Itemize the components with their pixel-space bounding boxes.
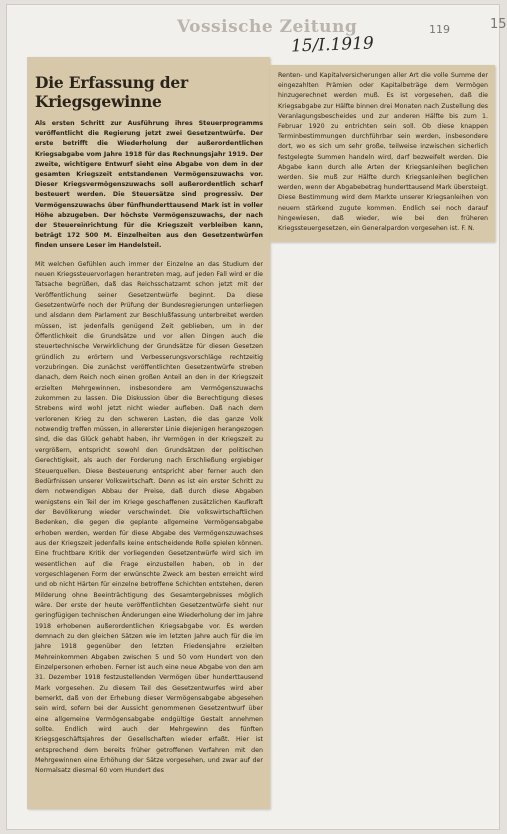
continuation-text: Renten- und Kapitalversicherungen aller Art die volle Summe der eingezahlten Prämien oder Kapitalbeträge dem Vermögen hinzugerechnet werden muß. Es ist vorgesehen, daß die Kriegsabgabe zur Hälfte binnen drei Monaten nach Zustellung des Veranlagungsbescheides und zur anderen Hälfte bis zum 1. Februar 1920 zu entrichten sein soll. Ob diese knappen Terminbestimmungen durchführbar sein werden, insbesondere dort, wo es sich um sehr große, teilweise inzwischen sicherlich festgelegte Summen handeln wird, darf bezweifelt werden. Die Abgabe kann durch alle Arten der Kriegsanleihen beglichen werden. Sie muß zur Hälfte durch Kriegsanleihen beglichen werden, wenn der Abgabebetrag hunderttausend Mark übersteigt. Diese Bestimmung wird dem Markte unserer Kriegsanleihen von neuem stärkend zugute kommen. Endlich sei noch darauf hingewiesen, daß wieder, wie bei den früheren Kriegssteuergesetzen, ein Generalpardon vorgesehen ist. [278, 72, 488, 233]
pencil-number: 119 [429, 23, 450, 36]
handwritten-date: 15/I.1919 [290, 33, 375, 57]
article-headline: Die Erfassung der Kriegsgewinne [35, 73, 188, 111]
newspaper-clipping-continuation [270, 65, 495, 242]
author-signature: F. N. [461, 225, 475, 233]
article-body: Mit welchen Gefühlen auch immer der Einzelne an das Studium der neuen Kriegssteuervorlagen herantreten mag, auf jeden Fall wird er die Tatsache begrüßen, daß das Reichsschatzamt schon jetzt mit der Veröffentlichung seiner Gesetzentwürfe beginnt. Da diese Gesetzentwürfe noch der Prüfung der Bundesregierungen unterliegen und alsdann dem Parlament zur Beschlußfassung unterbreitet werden müssen, ist jedenfalls genügend Zeit geblieben, um in der Öffentlichkeit die Grundsätze und vor allen Dingen auch die steuertechnische Verwirklichung der Grundsätze für diesen Gesetzen gründlich zu erörtern und Verbesserungsvorschläge rechtzeitig vorzubringen. Die zunächst veröffentlichten Gesetzentwürfe streben danach, dem Reich noch einen großen Anteil an den in der Kriegszeit erzielten Mehrgewinnen, insbesondere am Vermögenszuwachs zukommen zu lassen. Die Diskussion über die Berechtigung dieses Strebens wird wohl jetzt nicht wieder aufleben. Daß nach dem verlorenen Krieg zu den schweren Lasten, die das ganze Volk notwendig treffen müssen, in allererster Linie diejenigen herangezogen sind, die das Glück gehabt haben, ihr Vermögen in der Kriegszeit zu vergrößern, entspricht sowohl den Grundsätzen der politischen Gerechtigkeit, als auch der Forderung nach Erschließung ergiebiger Steuerquellen. Diese Besteuerung entspricht aber ferner auch den Bedürfnissen unserer Volkswirtschaft. Denn es ist ein erster Schritt zu dem notwendigen Abbau der Preise, daß durch diese Abgaben wenigstens ein Teil der im Kriege geschaffenen zusätzlichen Kaufkraft der Bevölkerung wieder verschwindet. Die volkswirtschaftlichen Bedenken, die gegen die geplante allgemeine Vermögensabgabe erhoben werden, werden für diese Abgabe des Vermögenszuwachses aus der Kriegszeit jedenfalls keine entscheidende Rolle spielen können. Eine fruchtbare Kritik der vorliegenden Gesetzentwürfe wird sich im wesentlichen auf die Frage einzustellen haben, ob in der vorgeschlagenen Form der erwünschte Zweck am besten erreicht wird und ob nicht Härten für einzelne betroffene Schichten entstehen, deren Milderung ohne Beeinträchtigung des Gesamtergebnisses möglich wäre. Der erste der heute veröffentlichten Gesetzentwürfe sieht nur geringfügigen technischen Änderungen eine Wiederholung der im Jahre 1918 erhobenen außerordentlichen Kriegsabgabe vor. Es werden demnach zu den gleichen Sätzen wie im letzten Jahre auch für die im Jahre 1918 gegenüber den letzten Friedensjahre erzielten Mehreinkommen Abgaben zwischen 5 und 50 vom Hundert von den Einzelpersonen erhoben. Ferner ist auch eine neue Abgabe von den am 31. Dezember 1918 festzustellenden Vermögen über hunderttausend Mark vorgesehen. Zu diesem Teil des Gesetzentwurfes wird aber bemerkt, daß von der Erhebung dieser Vermögensabgabe abgesehen sein wird, sofern bei der Aussicht genommenen Gesetzentwurf über eine allgemeine Vermögensabgabe endgültige Gestalt annehmen sollte. Endlich wird auch der Mehrgewinn des fünften Kriegsgeschäftsjahres der Gesellschaften wieder erfaßt. Hier ist entsprechend dem bereits früher getroffenen Verfahren mit den Mehrgewinnen eine Erhöhung der Sätze vorgesehen, und zwar auf der Normalsatz diesmal 60 vom Hundert des [35, 260, 263, 775]
newspaper-name-stamp: Vossische Zeitung [177, 17, 358, 37]
article-continuation [278, 71, 488, 234]
folio-number: 15 [490, 17, 507, 32]
newspaper-clipping-main [27, 57, 270, 809]
article-lead: Als ersten Schritt zur Ausführung ihres Steuerprogramms veröffentlicht die Regierung jetzt zwei Gesetzentwürfe. Der erste betrifft die Wiederholung der außerordentlichen Kriegsabgabe vom Jahre 1918 für das Rechnungsjahr 1919. Der zweite, wichtigere Entwurf sieht eine Abgabe von dem in der gesamten Kriegszeit entstandenen Vermögenszuwachs vor. Dieser Kriegsvermögenszuwachs soll außerordentlich scharf besteuert werden. Die Steuersätze sind progressiv. Der Vermögenszuwachs über fünfhunderttausend Mark ist in voller Höhe abzugeben. Der höchste Vermögenszuwachs, der nach der Steuereinrichtung für die Kriegszeit verbleiben kann, beträgt 172 500 M. Einzelheiten aus den Gesetzentwürfen finden unsere Leser im Handelsteil. [35, 120, 263, 250]
